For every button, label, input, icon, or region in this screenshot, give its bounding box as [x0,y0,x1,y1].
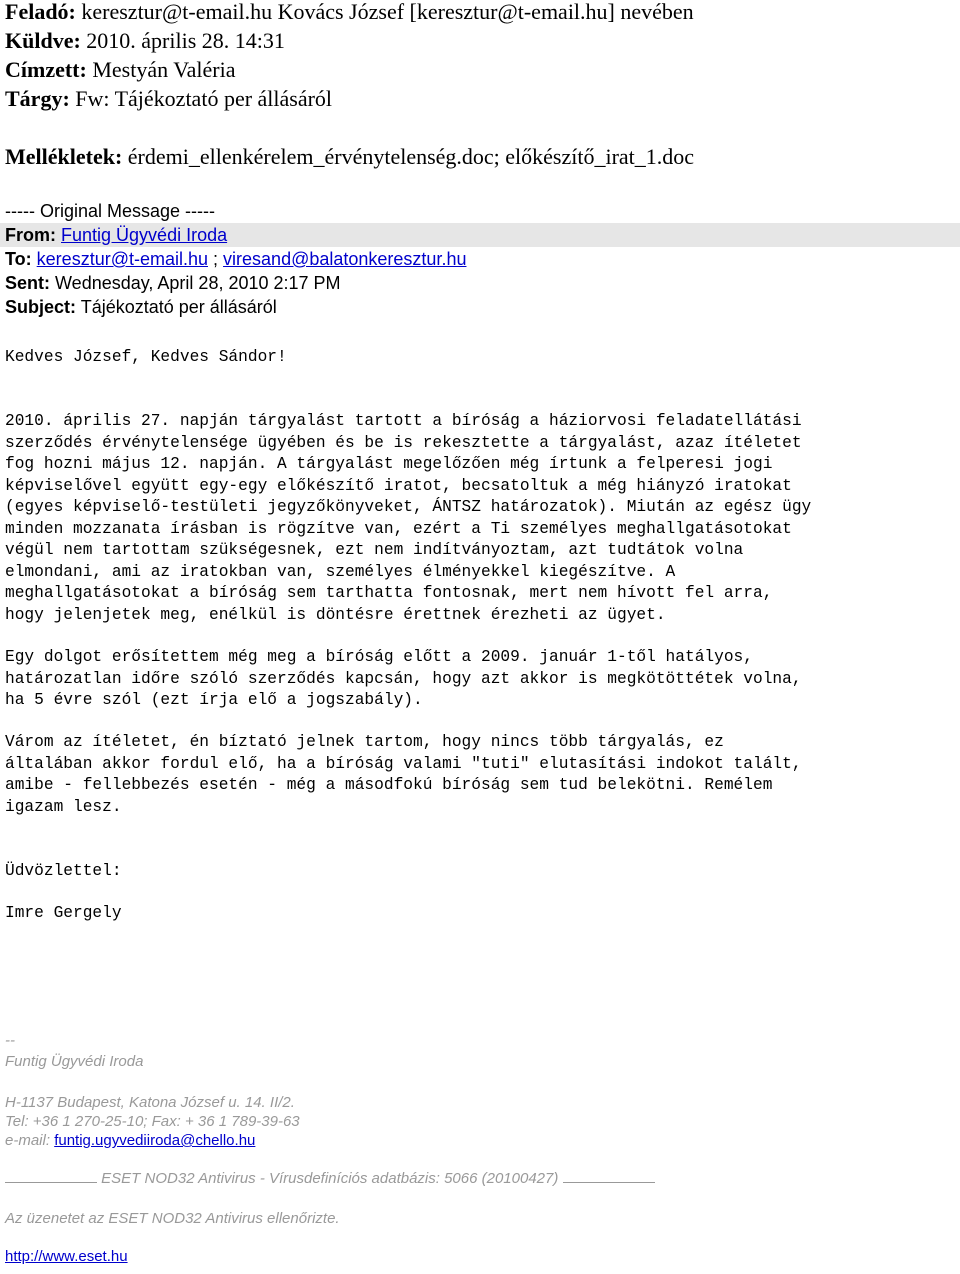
header-sent-label: Küldve: [5,28,81,53]
header-from-label: Feladó: [5,0,76,24]
footer-antivirus-row [5,1168,655,1189]
original-from-link[interactable]: Funtig Ügyvédi Iroda [61,225,228,245]
original-from-label: From: [5,225,56,245]
footer-eset-row [5,1246,128,1267]
header-to-label: Címzett: [5,57,87,82]
body-paragraph-1: 2010. április 27. napján tárgyalást tartott a bíróság a háziorvosi feladatellátási szerződés érvénytelensége ügyében és be is rekesztette a tárgyalást, azaz ítéletet fog hozni május 12. napján. A tárgyalást megelőzően még írtunk a felperesi jogi képviselővel együtt egy-egy előkészítő iratot, becsatoltuk a még hiányzó iratokat (egyes képviselő-testületi jegyzőkönyveket, ÁNTSZ határozatok). Miután az egész ügy minden mozzanata írásban is rögzítve van, ezért a Ti személyes meghallgatásotokat végül nem tartottam szükségesnek, ezt nem indítványoztam, azt tudtátok volna elmondani, ami az iratokban van, személyes élményekkel kiegészítve. A meghallgatásotokat a bíróság sem tarthatta fontosnak, mert nem hívott fel arra, hogy jelenjetek meg, enélkül is döntésre érettnek érezheti az ügyet. [5,412,812,624]
original-from-row [5,223,227,247]
footer-checked: Az üzenetet az ESET NOD32 Antivirus ellenőrizte. [5,1210,340,1227]
footer-phone: Tel: +36 1 270-25-10; Fax: + 36 1 789-39-63 [5,1113,300,1130]
original-subject-value: Tájékoztató per állásáról [80,297,277,317]
footer-address: H-1137 Budapest, Katona József u. 14. II/2. [5,1094,295,1111]
original-to-link-2[interactable]: viresand@balatonkeresztur.hu [223,249,467,269]
original-sent-value: Wednesday, April 28, 2010 2:17 PM [55,273,341,293]
footer-email-link[interactable]: funtig.ugyvediiroda@chello.hu [54,1132,256,1149]
footer-rule-right [563,1181,655,1183]
footer-dashes: -- [5,1032,15,1049]
original-separator: ----- Original Message ----- [5,201,216,221]
original-to-row [5,247,466,271]
original-sent-label: Sent: [5,273,50,293]
header-from-value: keresztur@t-email.hu Kovács József [keresztur@t-email.hu] nevében [81,0,694,24]
body-closing: Üdvözlettel: [5,862,122,880]
footer-firm: Funtig Ügyvédi Iroda [5,1053,144,1070]
header-subject-label: Tárgy: [5,86,70,111]
header-attachments-value[interactable]: érdemi_ellenkérelem_érvénytelenség.doc; előkészítő_irat_1.doc [127,144,695,169]
body-greeting: Kedves József, Kedves Sándor! [5,348,287,366]
footer-antivirus-text: ESET NOD32 Antivirus - Vírusdefiníciós adatbázis: 5066 (20100427) [101,1170,559,1187]
header-sent-value: 2010. április 28. 14:31 [86,28,285,53]
header-to-value: Mestyán Valéria [92,57,236,82]
body-paragraph-2: Egy dolgot erősítettem még meg a bíróság előtt a 2009. január 1-től hatályos, határozatlan időre szóló szerződés kapcsán, hogy azt akkor is megkötöttétek volna, ha 5 évre szól (ezt írja elő a jogszabály). [5,648,802,709]
header-attachments-label: Mellékletek: [5,144,123,169]
original-to-link-1[interactable]: keresztur@t-email.hu [36,249,208,269]
header-from-row [5,0,694,26]
header-to-row [5,55,236,84]
footer-rule-left [5,1181,97,1183]
header-attachments-row [5,142,694,171]
footer-email-row [5,1130,255,1151]
original-subject-label: Subject: [5,297,77,317]
header-subject-value: Fw: Tájékoztató per állásáról [75,86,333,111]
footer-eset-link[interactable]: http://www.eset.hu [5,1248,128,1265]
body-paragraph-3: Várom az ítéletet, én bíztató jelnek tartom, hogy nincs több tárgyalás, ez általában akkor fordul elő, ha a bíróság valami "tuti" elutasítási indokot talált, amibe - fellebbezés esetén - még a másodfokú bíróság sem tud belekötni. Remélem igazam lesz. [5,733,802,816]
footer-email-label: e-mail: [5,1132,51,1149]
original-subject-row [5,295,277,319]
body-signature: Imre Gergely [5,904,122,922]
header-sent-row [5,26,285,55]
original-sent-row [5,271,341,295]
header-subject-row [5,84,332,113]
original-to-label: To: [5,249,32,269]
original-to-separator: ; [213,249,219,269]
